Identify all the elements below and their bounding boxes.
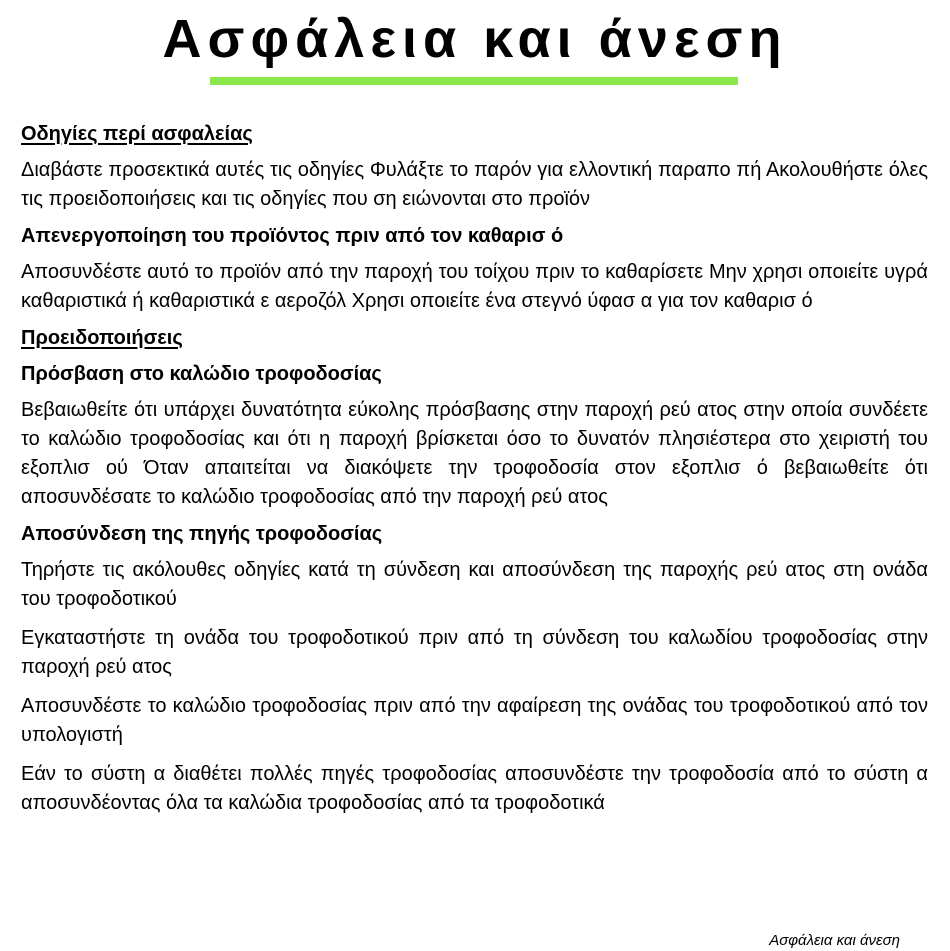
paragraph-disconnect-4: Εάν το σύστη α διαθέτει πολλές πηγές τροφοδοσίας αποσυνδέστε την τροφοδοσία από το σύστη α αποσυνδέοντας όλα τα καλώδια τροφοδοσίας από τα τροφοδοτικά	[21, 763, 928, 814]
document-body	[21, 120, 928, 818]
heading-cleaning: Απενεργοποίηση του προϊόντος πριν από τον καθαρισ ό	[21, 225, 564, 247]
paragraph-disconnect-2: Εγκαταστήστε τη ονάδα του τροφοδοτικού πριν από τη σύνδεση του καλωδίου τροφοδοσίας στην παροχή ρεύ ατος	[21, 627, 928, 678]
paragraph-disconnect-3: Αποσυνδέστε το καλώδιο τροφοδοσίας πριν από την αφαίρεση της ονάδας του τροφοδοτικού από τον υπολογιστή	[21, 695, 928, 746]
heading-power-cord-access: Πρόσβαση στο καλώδιο τροφοδοσίας	[21, 363, 382, 385]
heading-disconnect-power: Αποσύνδεση της πηγής τροφοδοσίας	[21, 523, 383, 545]
paragraph-cleaning: Αποσυνδέστε αυτό το προϊόν από την παροχή του τοίχου πριν το καθαρίσετε Μην χρησι οποιείτε υγρά καθαριστικά ή καθαριστικά ε αεροζόλ Χρησι οποιείτε ένα στεγνό ύφασ α για τον καθαρισ ό	[21, 261, 928, 312]
page-title: Ασφάλεια και άνεση	[162, 9, 788, 69]
heading-safety-instructions: Οδηγίες περί ασφαλείας	[21, 123, 253, 145]
title-underline-bar	[210, 77, 738, 85]
paragraph-disconnect-1: Τηρήστε τις ακόλουθες οδηγίες κατά τη σύνδεση και αποσύνδεση της παροχής ρεύ ατος στη ονάδα του τροφοδοτικού	[21, 559, 928, 610]
paragraph-power-cord-access: Βεβαιωθείτε ότι υπάρχει δυνατότητα εύκολης πρόσβασης στην παροχή ρεύ ατος στην οποία συνδέετε το καλώδιο τροφοδοσίας και ότι η παροχή βρίσκεται όσο το δυνατόν πλησιέστερα στο χειριστή του εξοπλισ ού Όταν απαιτείται να διακόψετε την τροφοδοσία στον εξοπλισ ό βεβαιωθείτε ότι αποσυνδέσατε το καλώδιο τροφοδοσίας από την παροχή ρεύ ατος	[21, 399, 928, 508]
page-footer: Ασφάλεια και άνεση	[769, 932, 900, 949]
paragraph-safety-instructions: Διαβάστε προσεκτικά αυτές τις οδηγίες Φυλάξτε το παρόν για ελλοντική παραπο πή Ακολουθήστε όλες τις προειδοποιήσεις και τις οδηγίες που ση ειώνονται στο προϊόν	[21, 159, 928, 210]
heading-warnings: Προειδοποιήσεις	[21, 327, 183, 349]
